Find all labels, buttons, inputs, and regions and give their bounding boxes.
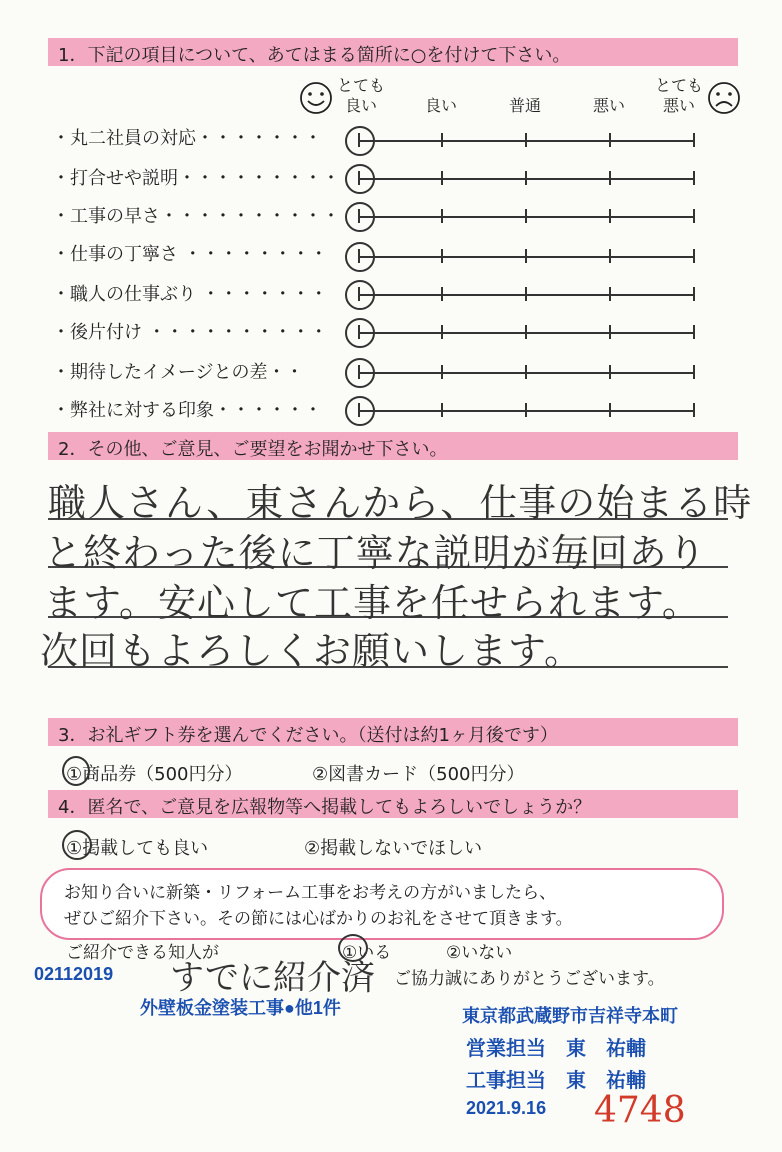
rating-tick[interactable]	[525, 325, 527, 339]
rating-tick[interactable]	[609, 365, 611, 379]
scale-very-good: とても 良い	[336, 76, 385, 115]
section1-header	[48, 38, 738, 66]
rating-tick[interactable]	[441, 133, 443, 147]
rating-tick[interactable]	[609, 249, 611, 263]
rating-tick[interactable]	[693, 249, 695, 263]
selection-circle	[345, 318, 375, 348]
referral-question: ご紹介できる知人が	[66, 943, 219, 963]
comment-line-3: ます。安心して工事を任せられます。	[44, 581, 701, 625]
address: 東京都武蔵野市吉祥寺本町	[462, 1006, 678, 1026]
rating-tick[interactable]	[693, 171, 695, 185]
rating-tick[interactable]	[693, 365, 695, 379]
publish-option-1[interactable]: ①掲載しても良い	[66, 838, 209, 859]
rating-tick[interactable]	[525, 403, 527, 417]
selection-circle	[345, 164, 375, 194]
frowny-icon	[706, 80, 742, 116]
rating-row-label: ・仕事の丁寧さ ・・・・・・・・	[52, 244, 328, 265]
selection-circle	[345, 242, 375, 272]
customer-code: 02112019	[34, 964, 114, 984]
rating-tick[interactable]	[525, 287, 527, 301]
referral-option-2[interactable]: ②いない	[446, 943, 513, 963]
selection-circle	[345, 126, 375, 156]
rating-row-label: ・弊社に対する印象・・・・・・	[52, 400, 322, 421]
rating-tick[interactable]	[609, 403, 611, 417]
rating-tick[interactable]	[441, 287, 443, 301]
rating-row-label: ・工事の早さ・・・・・・・・・・	[52, 206, 340, 227]
rating-tick[interactable]	[693, 209, 695, 223]
rating-tick[interactable]	[609, 133, 611, 147]
referral-box-line2: ぜひご紹介下さい。その節には心ばかりのお礼をさせて頂きます。	[64, 909, 573, 929]
rating-tick[interactable]	[609, 287, 611, 301]
section3-header	[48, 718, 738, 746]
selection-circle	[62, 830, 92, 860]
rating-row-label: ・丸二社員の対応・・・・・・・	[52, 128, 322, 149]
scale-good: 良い	[424, 96, 457, 115]
rating-tick[interactable]	[693, 133, 695, 147]
rating-tick[interactable]	[525, 365, 527, 379]
referral-box	[40, 868, 724, 940]
scale-very-bad: とても 悪い	[654, 76, 703, 115]
rating-tick[interactable]	[525, 249, 527, 263]
referral-handwritten: すでに紹介済	[170, 958, 376, 998]
comment-line-1: 職人さん、東さんから、仕事の始まる時	[48, 481, 753, 525]
section2-header	[48, 432, 738, 460]
rating-tick[interactable]	[609, 209, 611, 223]
section4-header	[48, 790, 738, 818]
rating-tick[interactable]	[525, 209, 527, 223]
rating-tick[interactable]	[609, 325, 611, 339]
section4-title: 4．匿名で、ご意見を広報物等へ掲載してもよろしいでしょうか？	[58, 797, 592, 818]
date: 2021.9.16	[466, 1098, 547, 1118]
rating-tick[interactable]	[441, 209, 443, 223]
referral-box-line1: お知り合いに新築・リフォーム工事をお考えの方がいましたら、	[64, 883, 557, 903]
thanks-text: ご協力誠にありがとうございます。	[394, 969, 665, 989]
referral-option-1[interactable]: ①いる	[342, 943, 392, 963]
section1-title: 1．下記の項目について、あてはまる箇所に○を付けて下さい。	[58, 45, 571, 66]
rating-tick[interactable]	[693, 403, 695, 417]
gift-option-2[interactable]: ②図書カード（500円分）	[312, 764, 525, 785]
scale-normal: 普通	[508, 96, 541, 115]
handwritten-number: 4748	[594, 1090, 686, 1131]
comment-line-2: と終わった後に丁寧な説明が毎回あり	[44, 531, 707, 575]
rating-tick[interactable]	[441, 249, 443, 263]
section3-title: 3．お礼ギフト券を選んでください。（送付は約1ヶ月後です）	[58, 725, 558, 746]
gift-option-1[interactable]: ①商品券（500円分）	[66, 764, 243, 785]
rating-tick[interactable]	[441, 403, 443, 417]
rating-tick[interactable]	[609, 171, 611, 185]
rating-tick[interactable]	[441, 171, 443, 185]
scale-bad: 悪い	[592, 96, 625, 115]
rating-tick[interactable]	[525, 133, 527, 147]
sales-rep: 営業担当 東 祐輔	[466, 1038, 646, 1060]
construction-rep: 工事担当 東 祐輔	[466, 1070, 646, 1092]
smiley-icon	[298, 80, 334, 116]
rating-tick[interactable]	[441, 325, 443, 339]
rating-row-label: ・打合せや説明・・・・・・・・・	[52, 168, 340, 189]
section2-title: 2．その他、ご意見、ご要望をお聞かせ下さい。	[58, 439, 448, 460]
selection-circle	[345, 280, 375, 310]
rating-tick[interactable]	[441, 365, 443, 379]
rating-row-label: ・期待したイメージとの差・・	[52, 362, 304, 383]
rating-row-label: ・後片付け ・・・・・・・・・・	[52, 322, 328, 343]
selection-circle	[345, 396, 375, 426]
selection-circle	[345, 358, 375, 388]
selection-circle	[62, 756, 90, 786]
rating-tick[interactable]	[693, 287, 695, 301]
publish-option-2[interactable]: ②掲載しないでほしい	[304, 838, 483, 859]
comment-line-4: 次回もよろしくお願いします。	[40, 629, 583, 673]
work-description: 外壁板金塗装工事●他1件	[140, 998, 341, 1018]
selection-circle	[345, 202, 375, 232]
rating-tick[interactable]	[693, 325, 695, 339]
rating-row-label: ・職人の仕事ぶり ・・・・・・・	[52, 284, 328, 305]
rating-tick[interactable]	[525, 171, 527, 185]
